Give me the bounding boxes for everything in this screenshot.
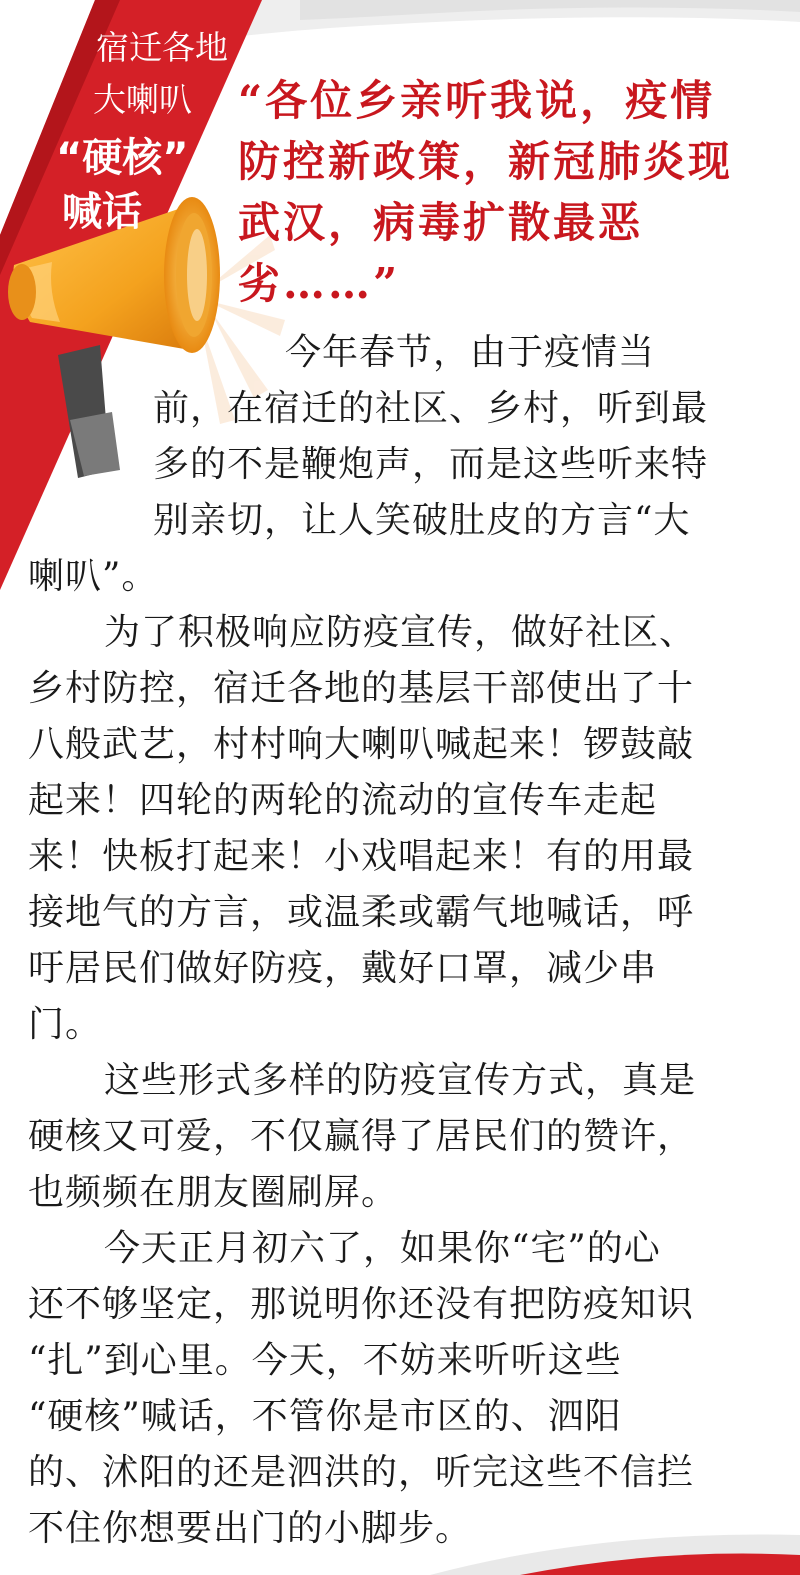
paragraph-4-line: 的、沭阳的还是泗洪的，听完这些不信拦	[28, 1452, 695, 1493]
paragraph-2-line: 乡村防控，宿迁各地的基层干部使出了十	[28, 668, 695, 709]
paragraph-2-line: 接地气的方言，或温柔或霸气地喊话，呼	[28, 892, 695, 933]
paragraph-2-line: 八般武艺，村村响大喇叭喊起来！锣鼓敲	[28, 724, 695, 765]
paragraph-1-line: 别亲切，让人笑破肚皮的方言“大	[153, 500, 691, 541]
paragraph-2-line: 吁居民们做好防疫，戴好口罩，减少串	[28, 948, 658, 989]
paragraph-3-line: 这些形式多样的防疫宣传方式，真是	[104, 1060, 697, 1101]
banner-line-1: 宿迁各地	[96, 28, 228, 67]
banner-line-3: “硬核”	[56, 135, 189, 181]
bottom-swoosh-decoration	[430, 1535, 800, 1575]
paragraph-3-line: 也频频在朋友圈刷屏。	[28, 1172, 399, 1213]
paragraph-2-line: 为了积极响应防疫宣传，做好社区、	[104, 612, 697, 653]
paragraph-4-line: 今天正月初六了，如果你“宅”的心	[104, 1228, 661, 1269]
paragraph-4-line: “扎”到心里。今天，不妨来听听这些	[28, 1340, 622, 1381]
paragraph-2-line: 门。	[28, 1004, 103, 1045]
paragraph-1-line: 多的不是鞭炮声，而是这些听来特	[153, 444, 709, 485]
paragraph-3-line: 硬核又可爱，不仅赢得了居民们的赞许，	[28, 1116, 695, 1157]
banner-line-2: 大喇叭	[93, 80, 192, 119]
paragraph-4-line: 不住你想要出门的小脚步。	[28, 1508, 473, 1549]
pull-quote: “各位乡亲听我说，疫情防控新政策，新冠肺炎现武汉，病毒扩散最恶劣……”	[238, 76, 734, 308]
paragraph-4-line: 还不够坚定，那说明你还没有把防疫知识	[28, 1284, 695, 1325]
banner-line-4: 喊话	[62, 189, 142, 235]
paragraph-2-line: 来！快板打起来！小戏唱起来！有的用最	[28, 836, 695, 877]
paragraph-2-line: 起来！四轮的两轮的流动的宣传车走起	[28, 780, 658, 821]
top-swoosh-decoration	[215, 0, 800, 40]
paragraph-1-line: 前，在宿迁的社区、乡村，听到最	[153, 388, 709, 429]
paragraph-1-line: 今年春节，由于疫情当	[285, 332, 656, 373]
paragraph-1-line: 喇叭”。	[28, 556, 159, 597]
paragraph-4-line: “硬核”喊话，不管你是市区的、泗阳	[28, 1396, 622, 1437]
